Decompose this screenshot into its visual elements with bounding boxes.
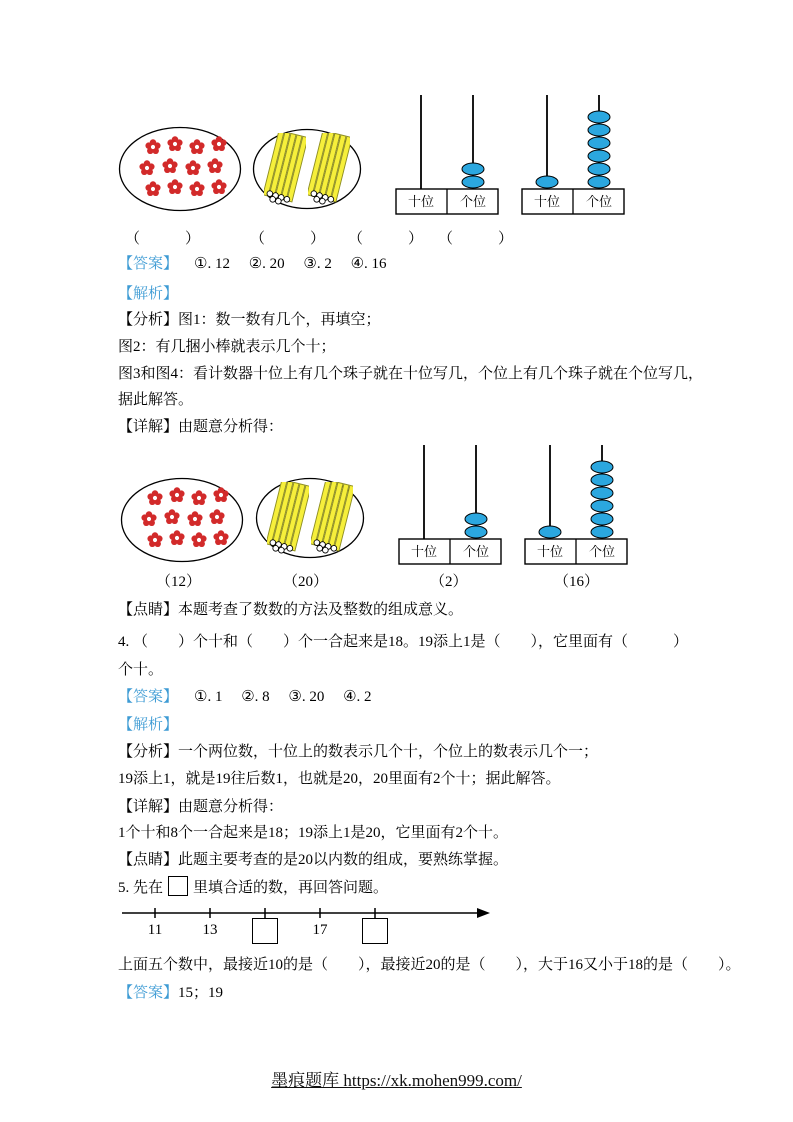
answer-label: 【答案】: [118, 689, 179, 705]
footer-link[interactable]: 墨痕题库 https://xk.mohen999.com/: [271, 1071, 522, 1090]
q4-xiangjie-text: 由题意分析得：: [178, 799, 284, 815]
stick-bundle-icon: [266, 479, 355, 553]
q5-question-text: 上面五个数中，最接近10的是（ ），最接近20的是（ ），大于16又小于18的是（ ）。: [118, 957, 741, 973]
fenxi-label: 【分析】: [118, 312, 179, 328]
q4-fenxi-text2: 19添上1，就是19往后数1，也就是20，20里面有2个十；据此解答。: [118, 771, 561, 787]
q3-fenxi-line2: [118, 337, 336, 357]
ones-label: 个位: [459, 194, 487, 209]
ones-beads: [462, 163, 484, 188]
q4-stem-line2: [118, 660, 163, 680]
q4-stem-text1: 4. （ ）个十和（ ）个一合起来是18。19添上1是（ ），它里面有（ ）: [118, 634, 689, 650]
analysis-label: 【解析】: [118, 286, 179, 302]
counting-device-1-answer: [398, 445, 502, 565]
q3-caption-abacus1: （2）: [430, 574, 468, 590]
q5-question-line: [118, 955, 741, 975]
q4-answer-row: [118, 687, 372, 707]
tens-label: 十位: [407, 194, 435, 209]
q5-inline-blank-box: [168, 876, 188, 896]
q5-blank-box-2: [362, 918, 388, 944]
q4-xiangjie-text2: 1个十和8个一合起来是18；19添上1是20，它里面有2个十。: [118, 825, 509, 841]
ones-label: 个位: [585, 194, 613, 209]
q3-fenxi-line1: [118, 310, 381, 330]
q3-analysis-header: [118, 284, 178, 304]
flowers-figure-answer: [120, 477, 244, 563]
fenxi-label: 【分析】: [118, 744, 179, 760]
q4-answer-values: ①. 1 ②. 8 ③. 20 ④. 2: [194, 689, 372, 705]
ones-label: 个位: [588, 544, 616, 559]
counting-device-2: [521, 95, 625, 215]
q3-answer-row: [118, 254, 387, 274]
arrow-head-icon: [477, 908, 490, 918]
q4-dianjing-text: 此题主要考查的是20以内数的组成，要熟练掌握。: [178, 852, 509, 868]
q5-answer-row: [118, 983, 223, 1003]
q3-blank-1: （ ）: [125, 231, 201, 247]
tens-label: 十位: [533, 194, 561, 209]
flower-icon: [141, 487, 228, 547]
q4-dianjing-row: [118, 850, 508, 870]
q5-blank-box-1: [252, 918, 278, 944]
q3-fenxi-line4: [118, 390, 193, 410]
q3-fenxi-text2: 图2：有几捆小棒就表示几个十；: [118, 339, 336, 355]
q3-xiangjie-row: [118, 417, 283, 437]
stick-bundle-icon: [263, 130, 352, 204]
q3-blank-3: （ ）: [348, 231, 424, 247]
q3-caption-abacus2: （16）: [554, 574, 600, 590]
sticks-figure: [252, 128, 362, 210]
dianjing-label: 【点睛】: [118, 602, 179, 618]
ones-label: 个位: [462, 544, 490, 559]
tens-beads: [536, 176, 558, 188]
tens-label: 十位: [410, 544, 438, 559]
q3-answer-values: ①. 12 ②. 20 ③. 2 ④. 16: [194, 256, 387, 272]
q3-dianjing-row: [118, 600, 463, 620]
q4-stem-line1: [118, 632, 688, 652]
flower-icon: [139, 136, 226, 196]
q3-fenxi-text4: 据此解答。: [118, 392, 194, 408]
q5-answer-values: 15；19: [178, 985, 224, 1001]
tens-beads: [539, 526, 561, 538]
xiangjie-label: 【详解】: [118, 419, 179, 435]
tick-label-13: 13: [202, 922, 218, 938]
q3-caption-sticks: （20）: [283, 574, 329, 590]
dianjing-label: 【点睛】: [118, 852, 179, 868]
q4-xiangjie-row: [118, 797, 283, 817]
q3-blank-4: （ ）: [438, 231, 514, 247]
number-line: [120, 904, 492, 922]
ones-beads: [588, 111, 610, 188]
q3-dianjing-text: 本题考查了数数的方法及整数的组成意义。: [178, 602, 464, 618]
counting-device-2-answer: [524, 445, 628, 565]
q3-fenxi-text1: 图1：数一数有几个，再填空；: [178, 312, 381, 328]
q4-stem-text2: 个十。: [118, 662, 164, 678]
q5-stem: [118, 876, 388, 898]
ones-beads: [465, 513, 487, 538]
q4-fenxi-line1: [118, 742, 598, 762]
flowers-figure: [118, 126, 242, 212]
sticks-figure-answer: [255, 477, 365, 559]
q5-stem-suffix: 里填合适的数，再回答问题。: [193, 880, 389, 896]
q3-fenxi-line3: [118, 364, 703, 384]
q3-fenxi-text3: 图3和图4：看计数器十位上有几个珠子就在十位写几，个位上有几个珠子就在个位写几，: [118, 366, 704, 382]
xiangjie-label: 【详解】: [118, 799, 179, 815]
q4-analysis-header: [118, 715, 178, 735]
q3-xiangjie-text: 由题意分析得：: [178, 419, 284, 435]
q5-stem-prefix: 5. 先在: [118, 880, 164, 896]
q3-blank-2: （ ）: [250, 231, 326, 247]
tick-label-11: 11: [147, 922, 163, 938]
analysis-label: 【解析】: [118, 717, 179, 733]
q4-xiangjie-line2: [118, 823, 508, 843]
tick-label-17: 17: [312, 922, 328, 938]
answer-label: 【答案】: [118, 256, 179, 272]
answer-label: 【答案】: [118, 985, 179, 1001]
q3-caption-flowers: （12）: [156, 574, 202, 590]
q4-fenxi-text1: 一个两位数，十位上的数表示几个十，个位上的数表示几个一；: [178, 744, 599, 760]
q4-fenxi-line2: [118, 769, 561, 789]
ones-beads: [591, 461, 613, 538]
tens-label: 十位: [536, 544, 564, 559]
counting-device-1: [395, 95, 499, 215]
